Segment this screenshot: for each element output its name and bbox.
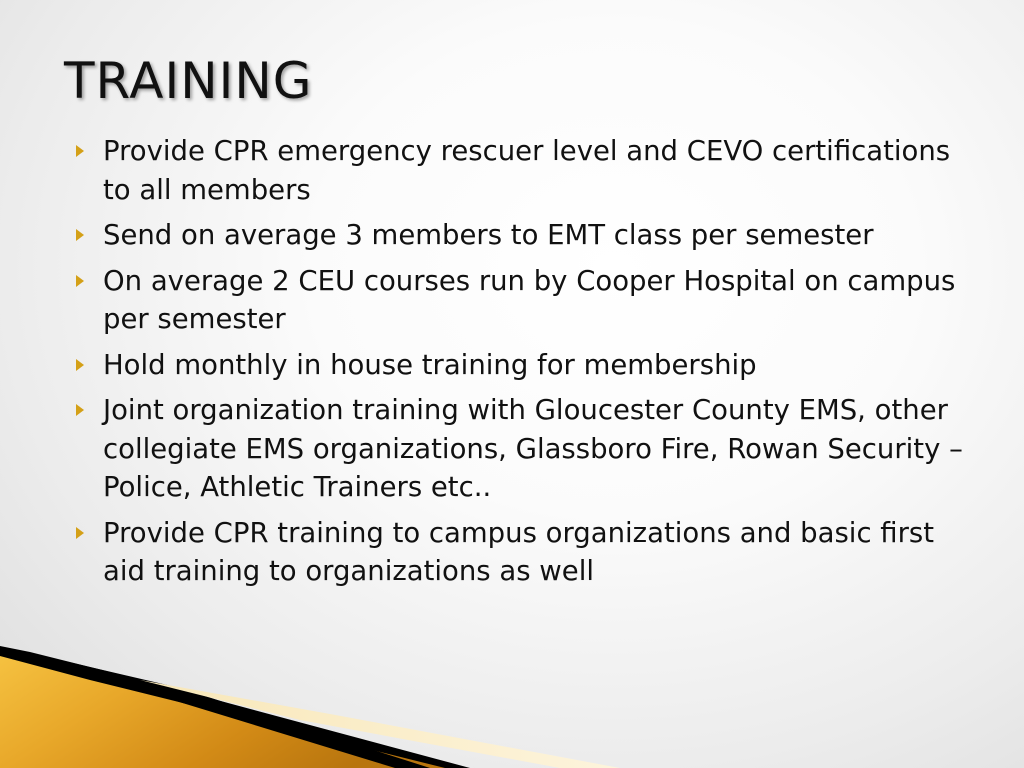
bullet-item — [76, 514, 976, 591]
bullet-text: On average 2 CEU courses run by Cooper Hospital on campus per semester — [103, 264, 956, 335]
bullet-text: Provide CPR training to campus organizations and basic first aid training to organizations as well — [103, 516, 935, 587]
triangle-right-icon — [76, 527, 84, 539]
bullet-text: Provide CPR emergency rescuer level and CEVO certifications to all members — [103, 135, 951, 206]
bullet-item — [76, 262, 976, 339]
bullet-item — [76, 346, 976, 385]
slide-title: TRAINING — [64, 52, 313, 110]
triangle-right-icon — [76, 229, 84, 241]
triangle-right-icon — [76, 275, 84, 287]
triangle-right-icon — [76, 145, 84, 157]
triangle-right-icon — [76, 359, 84, 371]
bullet-text: Send on average 3 members to EMT class per semester — [103, 219, 874, 251]
bullet-text: Joint organization training with Gloucester County EMS, other collegiate EMS organizations, Glassboro Fire, Rowan Security – Police, Athletic Trainers etc.. — [103, 394, 963, 503]
bullet-text: Hold monthly in house training for membership — [103, 348, 757, 381]
bullet-item — [76, 132, 976, 209]
triangle-right-icon — [76, 404, 84, 416]
bullet-item — [76, 391, 976, 507]
bullet-item — [76, 216, 976, 255]
decorative-stripes — [0, 600, 1024, 768]
bullet-list — [76, 132, 976, 598]
